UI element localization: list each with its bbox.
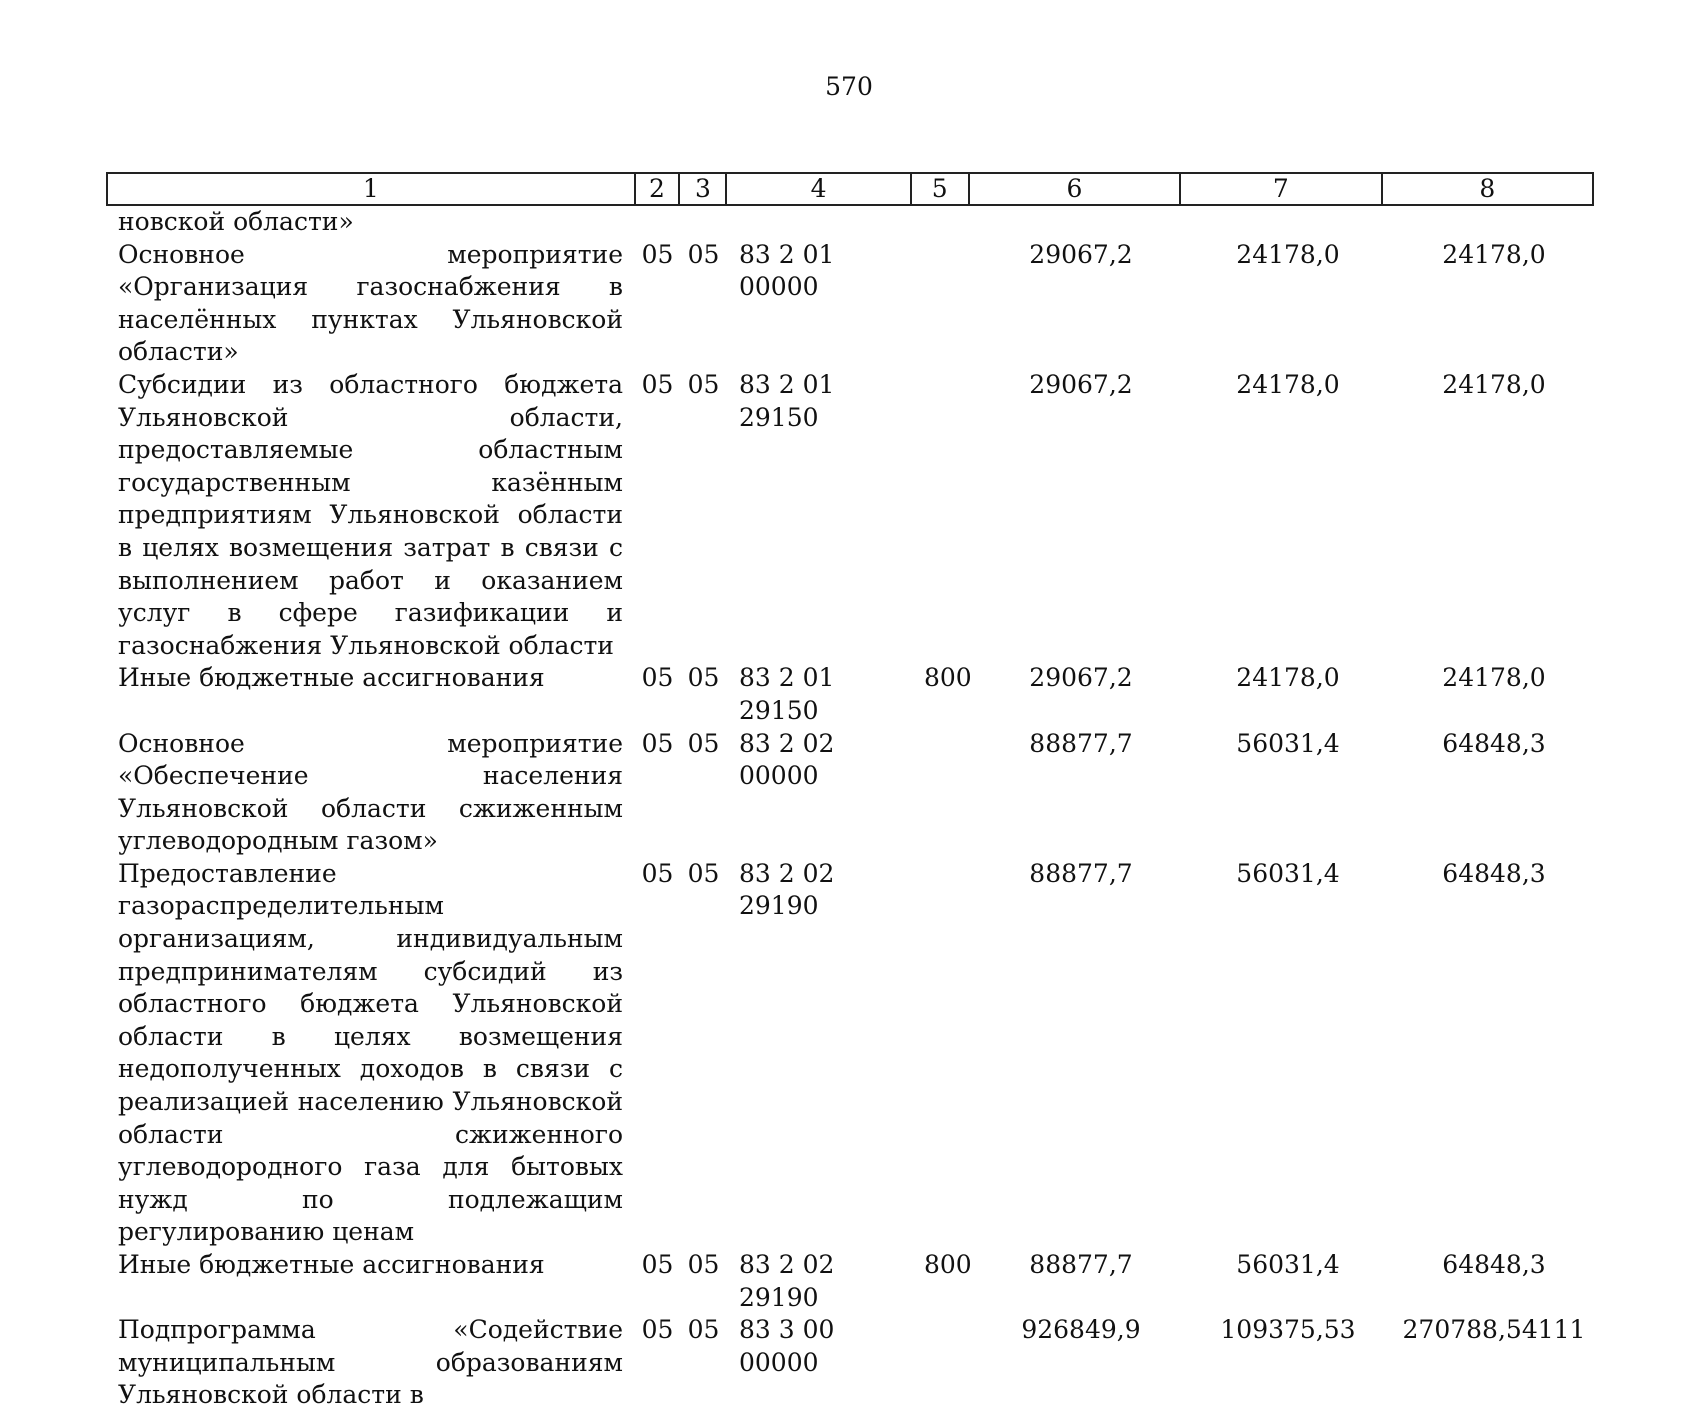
table-row <box>106 239 1594 369</box>
row-section: 05 <box>641 369 674 399</box>
row-value-7: 24178,0 <box>1236 369 1340 399</box>
table-body <box>106 206 1594 1412</box>
table-row <box>106 369 1594 662</box>
row-section: 05 <box>641 728 674 758</box>
row-value-7: 109375,53 <box>1220 1315 1356 1345</box>
row-value-6: 88877,7 <box>1029 858 1133 888</box>
row-target-code: 83 2 02 29190 <box>739 1250 835 1312</box>
column-header-4: 4 <box>727 174 912 204</box>
row-name: Иные бюджетные ассигнования <box>118 1250 545 1279</box>
table-row <box>106 1249 1594 1314</box>
row-value-6: 88877,7 <box>1029 1250 1133 1279</box>
row-value-6: 926849,9 <box>1021 1315 1141 1345</box>
row-value-6: 29067,2 <box>1029 239 1133 269</box>
row-target-code: 83 2 01 29150 <box>739 663 835 725</box>
row-value-7: 24178,0 <box>1236 663 1340 693</box>
row-name: Субсидии из областного бюджета Ульяновской области, предоставляемые областным государственным казённым предприятиям Ульяновской области в целях возмещения затрат в связи с выполнением работ и оказанием услуг в сфере газификации и газоснабжения Ульяновской области <box>118 369 623 660</box>
row-value-8: 24178,0 <box>1442 369 1546 399</box>
row-value-8: 64848,3 <box>1442 1250 1546 1279</box>
row-expense-type: 800 <box>924 663 972 693</box>
row-name: Подпрограмма «Содействие муниципальным образованиям Ульяновской области в <box>118 1315 623 1410</box>
row-value-6: 29067,2 <box>1029 369 1133 399</box>
row-value-8: 24178,0 <box>1442 663 1546 693</box>
row-target-code: 83 3 00 00000 <box>739 1315 835 1377</box>
row-subsection: 05 <box>687 1315 720 1345</box>
table-row <box>106 206 1594 239</box>
column-header-1: 1 <box>108 174 636 204</box>
row-value-7: 24178,0 <box>1236 239 1340 269</box>
row-value-7: 56031,4 <box>1236 858 1340 888</box>
column-header-7: 7 <box>1181 174 1382 204</box>
row-name: новской области» <box>118 207 354 236</box>
row-value-8: 270788,54111 <box>1402 1315 1586 1345</box>
row-value-6: 88877,7 <box>1029 728 1133 758</box>
row-subsection: 05 <box>687 728 720 758</box>
table-row <box>106 728 1594 858</box>
row-subsection: 05 <box>687 858 720 888</box>
row-name: Основное мероприятие «Обеспечение населения Ульяновской области сжиженным углеводородным газом» <box>118 728 623 856</box>
column-header-5: 5 <box>912 174 970 204</box>
row-value-7: 56031,4 <box>1236 1250 1340 1279</box>
column-header-8: 8 <box>1479 174 1496 203</box>
row-value-7: 56031,4 <box>1236 728 1340 758</box>
row-section: 05 <box>641 1250 674 1279</box>
row-value-8: 64848,3 <box>1442 858 1546 888</box>
row-name: Иные бюджетные ассигнования <box>118 663 545 693</box>
row-section: 05 <box>641 1315 674 1345</box>
row-target-code: 83 2 02 00000 <box>739 728 835 791</box>
table-header-row <box>106 172 1594 206</box>
row-name: Основное мероприятие «Организация газоснабжения в населённых пунктах Ульяновской области» <box>118 239 623 367</box>
table-row <box>106 858 1594 1249</box>
column-header-2: 2 <box>636 174 681 204</box>
row-target-code: 83 2 02 29190 <box>739 858 835 921</box>
row-target-code: 83 2 01 29150 <box>739 369 835 432</box>
column-header-6: 6 <box>970 174 1181 204</box>
row-value-6: 29067,2 <box>1029 663 1133 693</box>
row-target-code: 83 2 01 00000 <box>739 239 835 302</box>
table-row <box>106 1314 1594 1412</box>
row-value-8: 64848,3 <box>1442 728 1546 758</box>
column-header-3: 3 <box>680 174 727 204</box>
row-value-8: 24178,0 <box>1442 239 1546 269</box>
row-section: 05 <box>641 663 674 693</box>
row-section: 05 <box>641 858 674 888</box>
row-subsection: 05 <box>687 1250 720 1279</box>
row-section: 05 <box>641 239 674 269</box>
row-subsection: 05 <box>687 663 720 693</box>
table-row <box>106 662 1594 727</box>
row-subsection: 05 <box>687 239 720 269</box>
row-expense-type: 800 <box>924 1250 972 1279</box>
page-number: 570 <box>825 72 873 101</box>
row-name: Предоставление газораспределительным организациям, индивидуальным предпринимателям субсидий из областного бюджета Ульяновской области в целях возмещения недополученных доходов в связи с реализацией населению Ульяновской области сжиженного углеводородного газа для бытовых нужд по подлежащим регулированию ценам <box>118 858 623 1247</box>
budget-table <box>106 172 1594 1412</box>
row-subsection: 05 <box>687 369 720 399</box>
